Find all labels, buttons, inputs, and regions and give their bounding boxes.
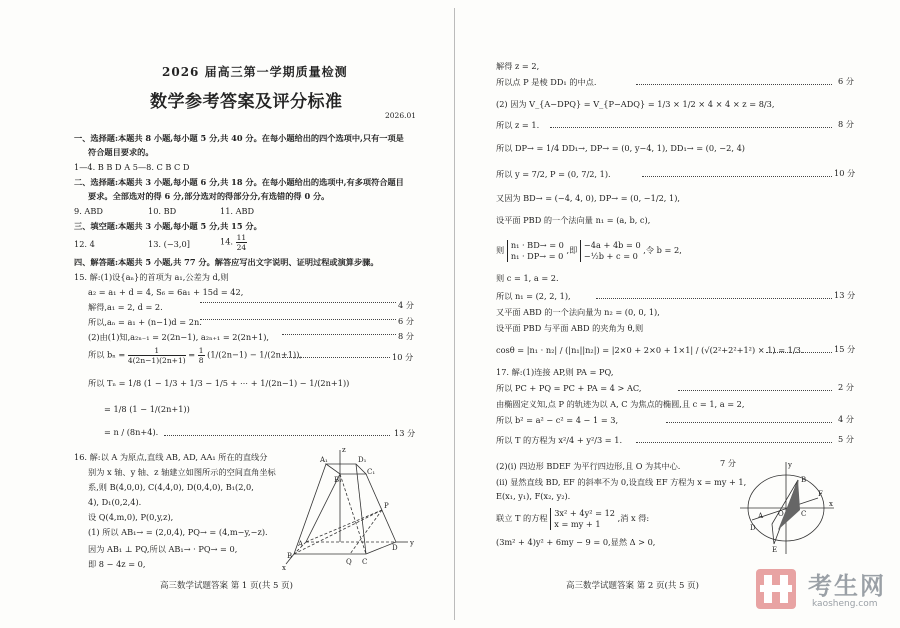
document-title: 数学参考答案及评分标准	[150, 92, 343, 112]
section-4-heading: 四、解答题:本题共 5 小题,共 77 分。解答应写出文字说明、证明过程或演算步骤。	[74, 257, 379, 267]
fig-label: A	[298, 540, 304, 548]
fig-label: B	[801, 476, 807, 484]
r-line-13: 设平面 PBD 与平面 ABD 的夹角为 θ,则	[496, 323, 644, 333]
fig-label: D	[392, 544, 398, 552]
r-line-5: 所以 DP→ = 1/4 DD₁→, DP→ = (0, y−4, 1), DD₁→ = (0, −2, 4)	[496, 143, 745, 153]
leader	[636, 74, 832, 86]
leader	[282, 347, 390, 359]
fig-label: D	[750, 524, 756, 532]
fig-label: z	[342, 446, 346, 454]
leader	[164, 425, 390, 437]
r-line-9: 则 n₁ · BD→ = 0 n₁ · DP→ = 0 ,即 −4a + 4b = 0 −½b + c = 0 ,令 b = 2,	[496, 240, 682, 261]
q15-line-6: 所以 bₙ = $\frac{1}{4(2n-1)(2n+1)}$ = $\frac{1}{8}$ (1/(2n−1) − 1/(2n+1)),	[88, 346, 302, 365]
leader	[200, 292, 396, 304]
answer-14: 14. $\frac{11}{24}$	[220, 233, 247, 252]
score-8: 8 分	[398, 331, 414, 341]
r-line-16: 所以 PC + PQ = PC + PA = 4 > AC,	[496, 383, 642, 393]
section-2-heading: 二、选择题:本题共 3 小题,每小题 6 分,共 18 分。在每小题给出的选项中,有多项符合题目	[74, 177, 404, 187]
r-line-20: (2)(i) 四边形 BDEF 为平行四边形,且 O 为其中心.	[496, 461, 681, 471]
r-line-11: 所以 n₁ = (2, 2, 1),	[496, 291, 571, 301]
r-line-6: 所以 y = 7/2, P = (0, 7/2, 1).	[496, 169, 611, 179]
fig-label: B	[287, 552, 293, 560]
r-line-17: 由椭圆定义知,点 P 的轨迹为以 A, C 为焦点的椭圆,且 c = 1, a = 2,	[496, 399, 745, 409]
page-1-footer: 高三数学试题答案 第 1 页(共 5 页)	[160, 581, 293, 591]
shaded-triangle	[778, 480, 800, 530]
q16-line-4: 4), D₁(0,2,4).	[88, 497, 142, 507]
answer-page-2	[456, 0, 900, 628]
fig-label: C	[801, 510, 807, 518]
top-face	[326, 464, 366, 474]
page-2-footer: 高三数学试题答案 第 2 页(共 5 页)	[566, 581, 699, 591]
score-10: 10 分	[834, 168, 856, 178]
r-line-21: (ii) 显然直线 BD, EF 的斜率不为 0,设直线 EF 方程为 x = my + 1,	[496, 477, 747, 487]
fig-label: O	[778, 510, 784, 518]
score-10: 10 分	[392, 352, 414, 362]
r-line-23: 联立 T 的方程 3x² + 4y² = 12 x = my + 1 ,消 x 得:	[496, 508, 650, 529]
score-2: 2 分	[838, 382, 854, 392]
r-line-2: 所以点 P 是棱 DD₁ 的中点.	[496, 77, 597, 87]
q15-line-8: = 1/8 (1 − 1/(2n+1))	[104, 404, 190, 414]
watermark-url: kaosheng.com	[812, 599, 878, 609]
fig-label: A	[758, 512, 764, 520]
score-13: 13 分	[834, 290, 856, 300]
fig-label: D₁	[358, 456, 367, 464]
q17-ellipse-figure	[738, 458, 838, 558]
q15-line-2: a₂ = a₁ + d = 4, S₆ = 6a₁ + 15d = 42,	[88, 287, 244, 297]
score-7: 7 分	[720, 458, 736, 468]
leader	[596, 288, 832, 300]
r-line-12: 又平面 ABD 的一个法向量为 n₂ = (0, 0, 1),	[496, 307, 660, 317]
score-4: 4 分	[838, 414, 854, 424]
r-line-22: E(x₁, y₁), F(x₂, y₂).	[496, 491, 571, 501]
fig-label: y	[410, 539, 414, 547]
r-line-24: (3m² + 4)y² + 6my − 9 = 0,显然 Δ > 0,	[496, 537, 656, 547]
exam-title: 2026 届高三第一学期质量检测	[162, 65, 348, 79]
q16-frustum-figure	[276, 442, 426, 572]
fig-label: P	[384, 502, 389, 510]
leader	[636, 432, 832, 444]
q15-line-4: 所以,aₙ = a₁ + (n−1)d = 2n.	[88, 317, 202, 327]
fig-label: Q	[346, 558, 352, 566]
q15-line-5: (2)由(1)知,a₂ₙ₋₁ = 2(2n−1), a₂ₙ₊₁ = 2(2n+1),	[88, 332, 270, 342]
score-13: 13 分	[394, 428, 416, 438]
score-15: 15 分	[834, 344, 856, 354]
fig-label: x	[282, 564, 286, 572]
document-date: 2026.01	[385, 111, 417, 120]
q16-line-1: 16. 解:以 A 为原点,直线 AB, AD, AA₁ 所在的直线分	[74, 452, 268, 462]
leader	[678, 380, 832, 392]
r-line-19: 所以 T 的方程为 x²/4 + y²/3 = 1.	[496, 435, 623, 445]
edge	[356, 464, 366, 554]
r-line-14: cosθ = |n₁ · n₂| / (|n₁||n₂|) = |2×0 + 2×0 + 1×1| / (√(2²+2²+1²) × 1) = 1/3.	[496, 345, 804, 355]
fig-label: E	[772, 546, 778, 554]
score-5: 5 分	[838, 434, 854, 444]
fig-label: A₁	[320, 456, 328, 464]
answer-9: 9. ABD	[74, 206, 103, 216]
q16-line-6: (1) 所以 AB₁→ = (2,0,4), PQ→ = (4,m−y,−z).	[88, 527, 268, 537]
section-3-heading: 三、填空题:本题共 3 小题,每小题 5 分,共 15 分。	[74, 221, 262, 231]
r-line-8: 设平面 PBD 的一个法向量 n₁ = (a, b, c),	[496, 215, 651, 225]
fig-label: C	[362, 558, 368, 566]
section-1-heading-cont: 符合题目要求的。	[88, 147, 154, 157]
hidden-edge	[306, 510, 382, 542]
r-line-1: 解得 z = 2,	[496, 61, 540, 71]
edge	[306, 474, 340, 542]
answer-11: 11. ABD	[220, 206, 255, 216]
watermark-text: 考生网	[808, 572, 886, 600]
score-8: 8 分	[838, 119, 854, 129]
fig-label: F	[818, 490, 823, 498]
leader	[282, 324, 396, 336]
fig-label: B₁	[334, 476, 342, 484]
q16-line-8: 即 8 − 4z = 0,	[88, 559, 146, 569]
q16-line-7: 因为 AB₁ ⊥ PQ,所以 AB₁→ · PQ→ = 0,	[88, 544, 238, 554]
q16-line-3: 系,则 B(4,0,0), C(4,4,0), D(0,4,0), B₁(2,0,	[88, 482, 254, 492]
r-line-15: 17. 解:(1)连接 AP,则 PA = PQ,	[496, 367, 614, 377]
q15-line-9: = n / (8n+4).	[104, 427, 159, 437]
answer-12: 12. 4	[74, 239, 95, 249]
leader	[766, 342, 832, 354]
r-line-4: 所以 z = 1.	[496, 120, 540, 130]
r-line-7: 又因为 BD→ = (−4, 4, 0), DP→ = (0, −1/2, 1),	[496, 193, 681, 203]
edge	[366, 474, 396, 542]
fig-label: y	[788, 461, 792, 469]
answer-13: 13. (−3,0]	[148, 239, 190, 249]
leader	[200, 309, 396, 321]
score-6: 6 分	[398, 316, 414, 326]
section-1-answers: 1—4. B B D A 5—8. C B C D	[74, 162, 190, 172]
r-line-3: (2) 因为 V_{A−DPQ} = V_{P−ADQ} = 1/3 × 1/2 × 4 × 4 × z = 8/3,	[496, 99, 775, 109]
r-line-10: 则 c = 1, a = 2.	[496, 273, 559, 283]
fig-label: C₁	[367, 468, 376, 476]
q16-line-2: 别为 x 轴、y 轴、z 轴建立如图所示的空间直角坐标	[88, 467, 276, 477]
answer-10: 10. BD	[148, 206, 177, 216]
q15-line-3: 解得,a₁ = 2, d = 2.	[88, 302, 163, 312]
score-4: 4 分	[398, 300, 414, 310]
score-6: 6 分	[838, 76, 854, 86]
section-2-heading-cont: 要求。全部选对的得 6 分,部分选对的得部分分,有选错的得 0 分。	[88, 191, 330, 201]
q15-line-1: 15. 解:(1)设{aₙ}的首项为 a₁,公差为 d,则	[74, 272, 229, 282]
leader	[550, 117, 832, 129]
q16-line-5: 设 Q(4,m,0), P(0,y,z),	[88, 512, 174, 522]
q15-line-7: 所以 Tₙ = 1/8 (1 − 1/3 + 1/3 − 1/5 + ⋯ + 1/(2n−1) − 1/(2n+1))	[88, 378, 350, 388]
page-divider	[454, 8, 455, 620]
r-line-18: 所以 b² = a² − c² = 4 − 1 = 3,	[496, 415, 619, 425]
leader	[642, 166, 832, 178]
leader	[666, 412, 832, 424]
fig-label: x	[829, 500, 833, 508]
section-1-heading: 一、选择题:本题共 8 小题,每小题 5 分,共 40 分。在每小题给出的四个选项中,只有一项是	[74, 133, 404, 143]
